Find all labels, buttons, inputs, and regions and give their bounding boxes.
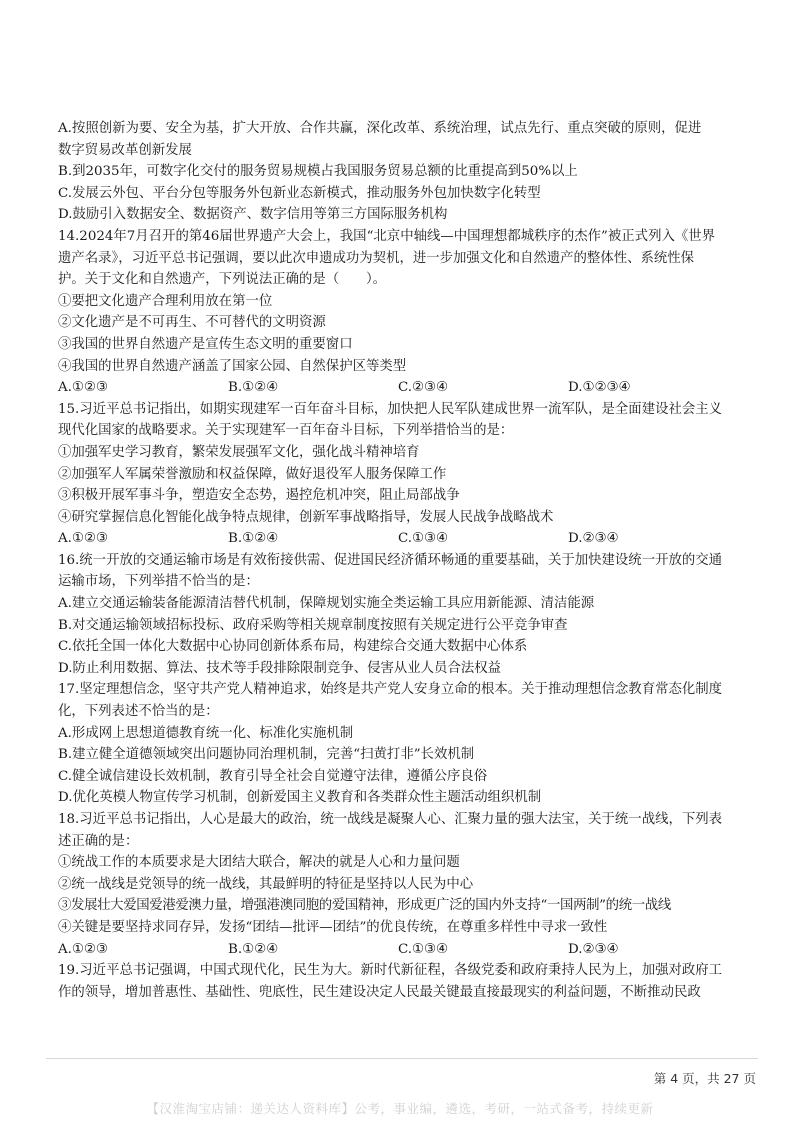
q14-option-a: A.①②③ [58, 380, 108, 396]
q15-option-d: D.②③④ [568, 531, 619, 547]
q19-stem: 19.习近平总书记强调，中国式现代化，民生为大。新时代新征程，各级党委和政府秉持人民为上，加强对政府工 [58, 963, 723, 979]
q17-stem: 17.坚定理想信念，坚守共产党人精神追求，始终是共产党人安身立命的根本。关于推动理想信念教育常态化制度 [58, 682, 723, 698]
q13-option-d: D.鼓励引入数据安全、数据资产、数字信用等第三方国际服务机构 [58, 207, 448, 223]
q18-option-b: B.①②④ [228, 941, 279, 957]
q15-option-c: C.①③④ [398, 531, 449, 547]
q18-item: ③发展壮大爱国爱港爱澳力量，增强港澳同胞的爱国精神，形成更广泛的国内外支持“一国两制”的统一战线 [58, 898, 671, 914]
q13-option-b: B.到2035年，可数字化交付的服务贸易规模占我国服务贸易总额的比重提高到50%以上 [58, 164, 578, 180]
q16-option-c: C.依托全国一体化大数据中心协同创新体系布局，构建综合交通大数据中心体系 [58, 639, 528, 655]
q16-option-d: D.防止利用数据、算法、技术等手段排除限制竞争、侵害从业人员合法权益 [58, 660, 502, 676]
q18-option-c: C.①③④ [398, 941, 449, 957]
q13-option-a: A.按照创新为要、安全为基，扩大开放、合作共赢，深化改革、系统治理，试点先行、重点突破的原则，促进 [58, 121, 702, 136]
q17-option-a: A.形成网上思想道德教育统一化、标准化实施机制 [58, 725, 354, 741]
q18-stem: 18.习近平总书记指出，人心是最大的政治，统一战线是凝聚人心、汇聚力量的强大法宝，关于统一战线，下列表 [58, 812, 723, 827]
q14-item: ②文化遗产是不可再生、不可替代的文明资源 [58, 315, 326, 331]
q15-option-a: A.①②③ [58, 531, 108, 547]
q18-item: ④关键是要坚持求同存异，发扬“团结—批评—团结”的优良传统，在尊重多样性中寻求一致性 [58, 919, 608, 935]
document-body [58, 118, 770, 1003]
q17-stem-cont: 化，下列表述不恰当的是： [58, 704, 219, 720]
q16-option-a: A.建立交通运输装备能源清洁替代机制，保障规划实施全类运输工具应用新能源、清洁能源 [58, 596, 595, 612]
q14-options [58, 377, 770, 399]
q13-option-c: C.发展云外包、平台分包等服务外包新业态新模式，推动服务外包加快数字化转型 [58, 185, 541, 201]
q16-option-b: B.对交通运输领域招标投标、政府采购等相关规章制度按照有关规定进行公平竞争审查 [58, 617, 568, 633]
q14-option-d: D.①②③④ [568, 380, 631, 396]
q15-stem: 15.习近平总书记指出，如期实现建军一百年奋斗目标，加快把人民军队建成世界一流军队，是全面建设社会主义 [58, 401, 723, 417]
q15-options [58, 528, 770, 550]
q14-item: ③我国的世界自然遗产是宣传生态文明的重要窗口 [58, 336, 353, 352]
page-number: 第 4 页，共 27 页 [653, 1071, 756, 1086]
q16-stem: 16.统一开放的交通运输市场是有效衔接供需、促进国民经济循环畅通的重要基础，关于加快建设统一开放的交通 [58, 552, 723, 568]
q14-item: ④我国的世界自然遗产涵盖了国家公园、自然保护区等类型 [58, 358, 407, 374]
q14-option-b: B.①②④ [228, 380, 279, 396]
q16-stem-cont: 运输市场，下列举措不恰当的是： [58, 574, 259, 590]
watermark-text: 【汉淮淘宝店铺：递关达人资料库】公考，事业编，遴选，考研，一站式备考，持续更新 [146, 1101, 654, 1116]
q15-option-b: B.①②④ [228, 531, 279, 547]
q15-item: ②加强军人军属荣誉激励和权益保障，做好退役军人服务保障工作 [58, 466, 447, 482]
q14-item: ①要把文化遗产合理利用放在第一位 [58, 293, 273, 309]
q18-option-d: D.②③④ [568, 941, 619, 957]
q18-item: ②统一战线是党领导的统一战线，其最鲜明的特征是坚持以人民为中心 [58, 876, 474, 892]
q18-option-a: A.①②③ [58, 941, 108, 957]
q15-stem-cont: 现代化国家的战略要求。关于实现建军一百年奋斗目标，下列举措恰当的是： [58, 423, 514, 439]
q14-option-c: C.②③④ [398, 380, 449, 396]
q15-item: ③积极开展军事斗争，塑造安全态势，遏控危机冲突，阻止局部战争 [58, 488, 460, 504]
q19-stem-cont: 作的领导，增加普惠性、基础性、兜底性，民生建设决定人民最关键最直接最现实的利益问题，不断推动民政 [58, 984, 701, 1000]
q15-item: ④研究掌握信息化智能化战争特点规律，创新军事战略指导，发展人民战争战略战术 [58, 509, 554, 525]
q17-option-d: D.优化英模人物宣传学习机制，创新爱国主义教育和各类群众性主题活动组织机制 [58, 790, 542, 806]
q18-options [58, 939, 770, 961]
q17-option-c: C.健全诚信建设长效机制，教育引导全社会自觉遵守法律，遵循公序良俗 [58, 768, 488, 784]
q15-item: ①加强军史学习教育，繁荣发展强军文化，强化战斗精神培育 [58, 444, 420, 460]
q17-option-b: B.建立健全道德领域突出问题协同治理机制，完善“扫黄打非”长效机制 [58, 747, 475, 763]
q18-stem-cont: 述正确的是： [58, 833, 139, 849]
q14-stem-cont: 遗产名录》，习近平总书记强调，要以此次申遗成功为契机，进一步加强文化和自然遗产的整体性、系统性保 [58, 250, 695, 266]
q13-option-a-cont: 数字贸易改革创新发展 [58, 142, 192, 158]
q18-item: ①统战工作的本质要求是大团结大联合，解决的就是人心和力量问题 [58, 855, 460, 871]
q14-stem-cont: 护。关于文化和自然遗产，下列说法正确的是（ ）。 [58, 272, 387, 288]
q14-stem: 14.2024年7月召开的第46届世界遗产大会上，我国“北京中轴线—中国理想都城秩序的杰作”被正式列入《世界 [58, 228, 716, 244]
footer-divider [46, 1058, 758, 1059]
